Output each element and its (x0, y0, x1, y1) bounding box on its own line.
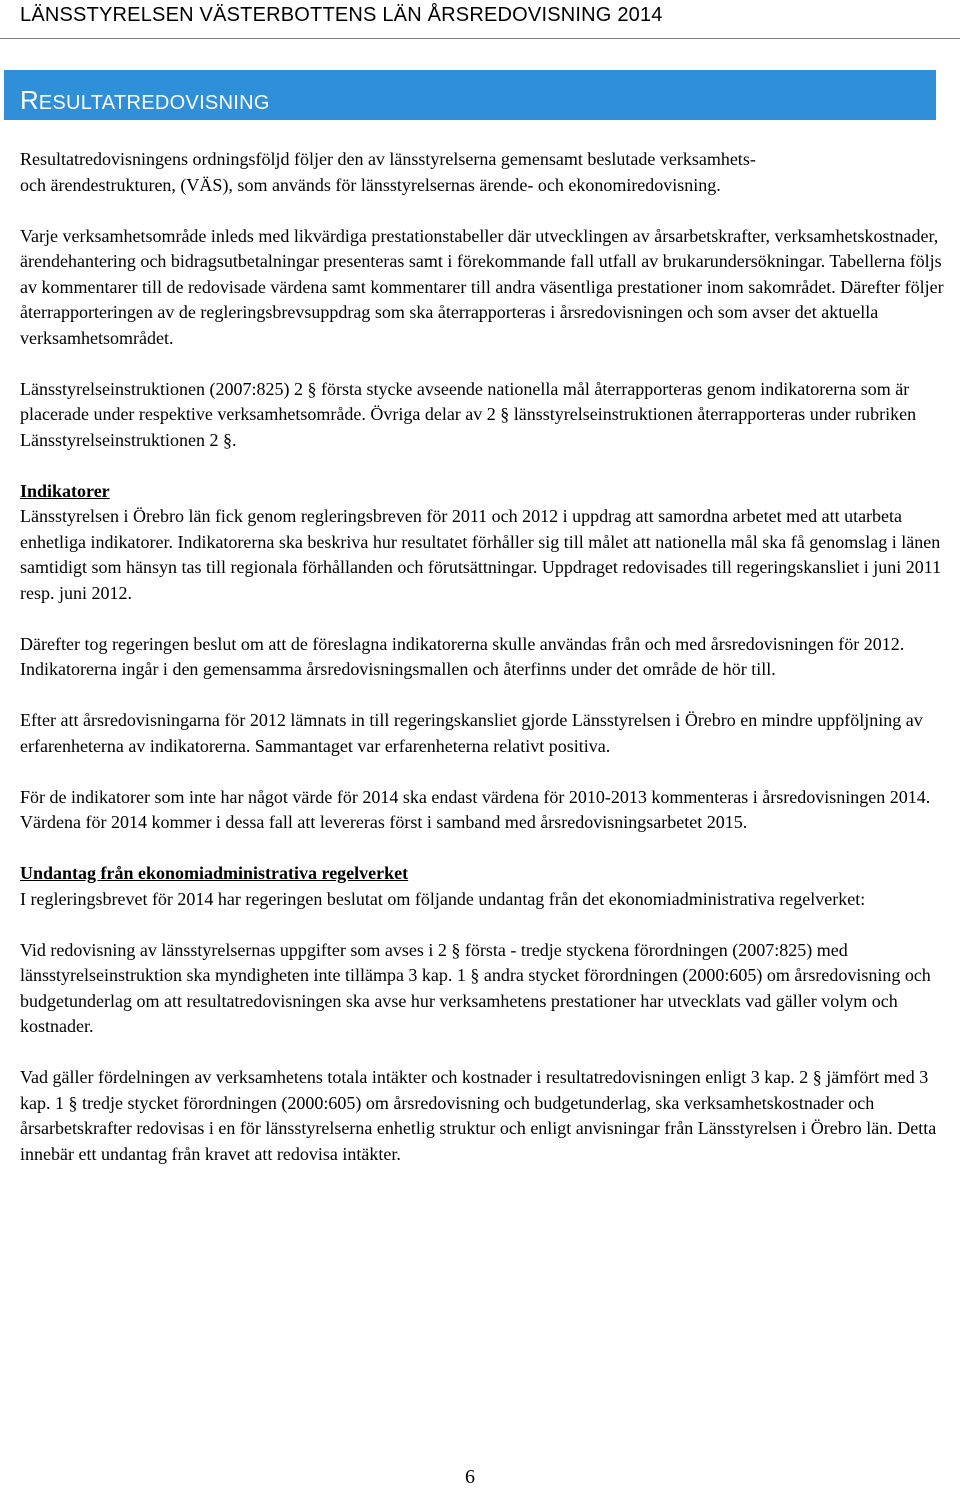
heading-undantag: Undantag från ekonomiadministrativa regelverket (20, 863, 409, 883)
paragraph-fordelning: Vad gäller fördelningen av verksamhetens totala intäkter och kostnader i resultatredovisningen enligt 3 kap. 2 § jämfört med 3 kap. 1 § tredje stycket förordningen (2000:605) om årsredovisning och budgetunderlag, ska verksamhetskostnader och årsarbetskrafter redovisas i en för länsstyrelserna enhetlig struktur och enligt anvisningar från Länsstyrelsen i Örebro län. Detta innebär ett undantag från kravet att redovisa intäkter. (20, 1067, 937, 1164)
page-number: 6 (465, 1466, 475, 1488)
section-title (20, 86, 936, 117)
section-banner (4, 70, 936, 120)
document-header: LÄNSSTYRELSEN VÄSTERBOTTENS LÄN ÅRSREDOVISNING 2014 (20, 4, 663, 26)
paragraph-lansstyrelseinstruktionen: Länsstyrelseinstruktionen (2007:825) 2 § första stycke avseende nationella mål återrapporteras genom indikatorerna som är placerade under respektive verksamhetsområde. Övriga delar av 2 § länsstyrelseinstruktionen återrapporteras under rubriken Länsstyrelseinstruktionen 2 §. (20, 378, 917, 450)
paragraph-verksamhetsomrade: Varje verksamhetsområde inleds med likvärdiga prestationstabeller där utvecklingen av årsarbetskrafter, verksamhetskostnader, ärendehantering och bidragsutbetalningar presenteras samt i förekommande fall utfall av brukarundersökningar. Tabellerna följs av kommentarer till de redovisade värdena samt kommentarer till andra väsentliga prestationer inom sakområdet. Därefter följer återrapporteringen av de regleringsbrevsuppdrag som ska återrapporteras i årsredovisningen och som avser det aktuella verksamhetsområdet. (20, 225, 944, 348)
paragraph-regleringsbrevet: I regleringsbrevet för 2014 har regeringen beslutat om följande undantag från det ekonomiadministrativa regelverket: (20, 888, 866, 909)
paragraph-redovisning-uppgifter: Vid redovisning av länsstyrelsernas uppgifter som avses i 2 § första - tredje styckena förordningen (2007:825) med länsstyrelseinstruktion ska myndigheten inte tillämpa 3 kap. 1 § andra stycket förordningen (2000:605) om årsredovisning och budgetunderlag om att resultatredovisningen ska avse hur verksamhetens prestationer har utvecklats vad gäller volym och kostnader. (20, 939, 931, 1036)
paragraph-regeringen-beslut: Därefter tog regeringen beslut om att de föreslagna indikatorerna skulle användas från och med årsredovisningen för 2012. Indikatorerna ingår i den gemensamma årsredovisningsmallen och återfinns under det område de hör till. (20, 633, 905, 679)
section-indikatorer (20, 479, 960, 607)
paragraph-intro-line1: Resultatredovisningens ordningsföljd följer den av länsstyrelserna gemensamt beslutade verksamhets- (20, 149, 756, 169)
paragraph-intro (20, 147, 960, 198)
paragraph-indikatorer: Länsstyrelsen i Örebro län fick genom regleringsbreven för 2011 och 2012 i uppdrag att samordna arbetet med att utarbeta enhetliga indikatorer. Indikatorerna ska beskriva hur resultatet förhåller sig till målet att nationella mål ska få genomslag i länen samtidigt som hänsyn tas till regionala förhållanden och förutsättningar. Uppdraget redovisades till regeringskansliet i juni 2011 resp. juni 2012. (20, 506, 942, 603)
paragraph-uppfoljning: Efter att årsredovisningarna för 2012 lämnats in till regeringskansliet gjorde Länsstyrelsen i Örebro en mindre uppföljning av erfarenheterna av indikatorerna. Sammantaget var erfarenheterna relativt positiva. (20, 710, 923, 756)
body-text (20, 147, 960, 1193)
section-title-initial: R (20, 85, 39, 115)
section-title-rest: ESULTATREDOVISNING (38, 92, 270, 114)
heading-indikatorer: Indikatorer (20, 480, 110, 501)
paragraph-varden-2014: För de indikatorer som inte har något värde för 2014 ska endast värdena för 2010-2013 kommenteras i årsredovisningen 2014. Värdena för 2014 kommer i dessa fall att levereras först i samband med årsredovisningsarbetet 2015. (20, 786, 931, 832)
paragraph-intro-line2: och ärendestrukturen, (VÄS), som används för länsstyrelsernas ärende- och ekonomiredovisning. (20, 174, 721, 195)
header-divider (0, 38, 960, 39)
section-undantag (20, 861, 960, 912)
